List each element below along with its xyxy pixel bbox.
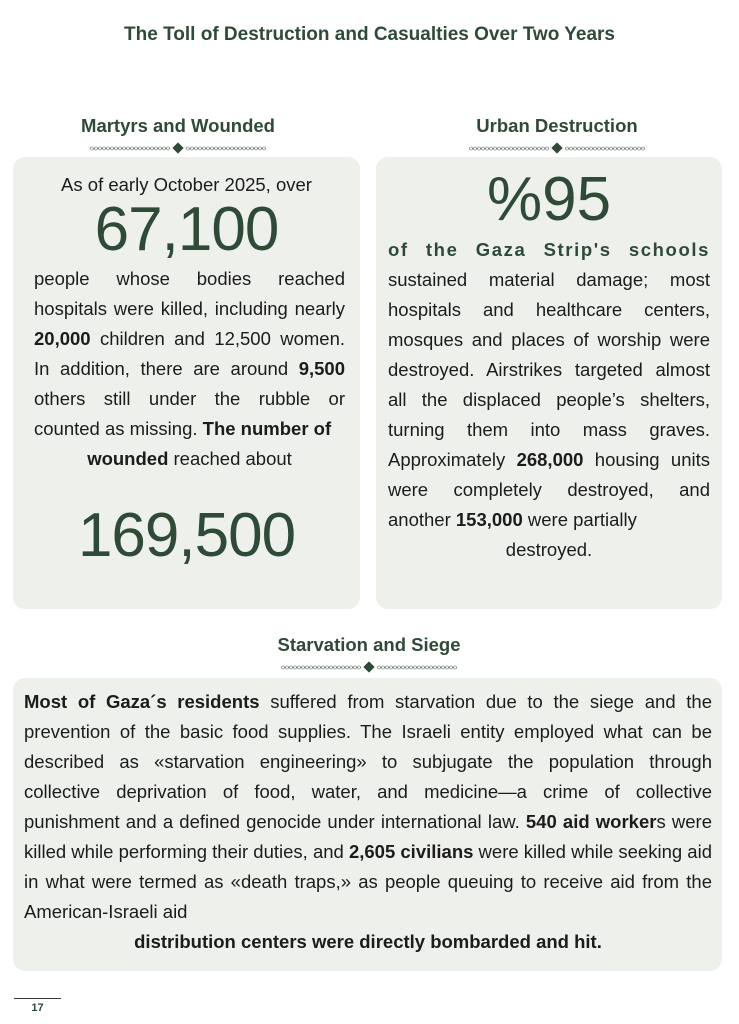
martyrs-text: reached about (168, 448, 292, 469)
diamond-icon (363, 661, 374, 672)
heading-ornament (204, 663, 534, 671)
footer-rule (14, 998, 61, 999)
martyrs-card (13, 157, 360, 609)
urban-heading: Urban Destruction (476, 115, 638, 136)
missing-count: 9,500 (298, 358, 345, 379)
diamond-icon (551, 142, 562, 153)
martyrs-heading: Martyrs and Wounded (81, 115, 275, 136)
page-number: 17 (31, 1002, 44, 1014)
section-heading-urban (395, 115, 719, 152)
starvation-heading: Starvation and Siege (277, 634, 461, 655)
page-title: The Toll of Destruction and Casualties Over Two Years (124, 24, 615, 45)
urban-last-line: destroyed. (505, 539, 593, 560)
urban-body (388, 235, 710, 565)
heading-ornament (13, 144, 343, 152)
partial-units: 153,000 (455, 509, 523, 530)
killed-count: 67,100 (94, 195, 279, 264)
starvation-last-line: distribution centers were directly bombarded and hit. (134, 931, 602, 952)
martyrs-text: others still under the rubble or counted as missing. (34, 388, 345, 439)
martyrs-body (34, 264, 345, 474)
urban-card (376, 157, 722, 609)
starvation-body (24, 687, 712, 957)
destroyed-units: 268,000 (516, 449, 584, 470)
schools-label: of the Gaza Strip's schools (388, 239, 710, 260)
urban-text: housing units were completely destroyed, and another (388, 449, 710, 530)
martyrs-text: people whose bodies reached hospitals were killed, including nearly (34, 268, 345, 319)
children-count: 20,000 (34, 328, 91, 349)
martyrs-text: children and 12,500 women. In addition, there are around (34, 328, 345, 379)
starvation-text: suffered from starvation due to the siege and the prevention of the basic food supplies. The Israeli entity employed what can be described as «starvation engineering» to subjugate the population through collective deprivation of food, water, and medicine—a crime of collective punishment and a defined genocide under international law. (24, 691, 712, 832)
starvation-text: were killed while seeking aid in what were termed as «death traps,» as people queuing to receive aid from the American-Israeli aid (24, 841, 712, 922)
starvation-text: s were killed while performing their duties, and (24, 811, 712, 862)
section-heading-martyrs (13, 115, 343, 152)
residents-label: Most of Gaza´s residents (24, 691, 260, 712)
diamond-icon (172, 142, 183, 153)
wounded-label: The number of (202, 418, 332, 439)
martyrs-last-line (34, 444, 345, 474)
wounded-label: wounded (87, 448, 169, 469)
section-heading-starvation (204, 634, 534, 671)
civilians-count: 2,605 civilians (348, 841, 474, 862)
martyrs-lead: As of early October 2025, over (61, 174, 312, 195)
urban-text: sustained material damage; most hospitals and healthcare centers, mosques and places of worship were destroyed. Airstrikes targeted almost all the displaced people’s shelters, turning them into mass graves. Approximately (388, 269, 710, 470)
urban-text: were partially (522, 509, 637, 530)
wounded-count: 169,500 (77, 501, 296, 570)
schools-percent: %95 (486, 165, 612, 234)
starvation-card (13, 678, 722, 971)
heading-ornament (395, 144, 719, 152)
aid-workers-count: 540 aid worker (525, 811, 657, 832)
